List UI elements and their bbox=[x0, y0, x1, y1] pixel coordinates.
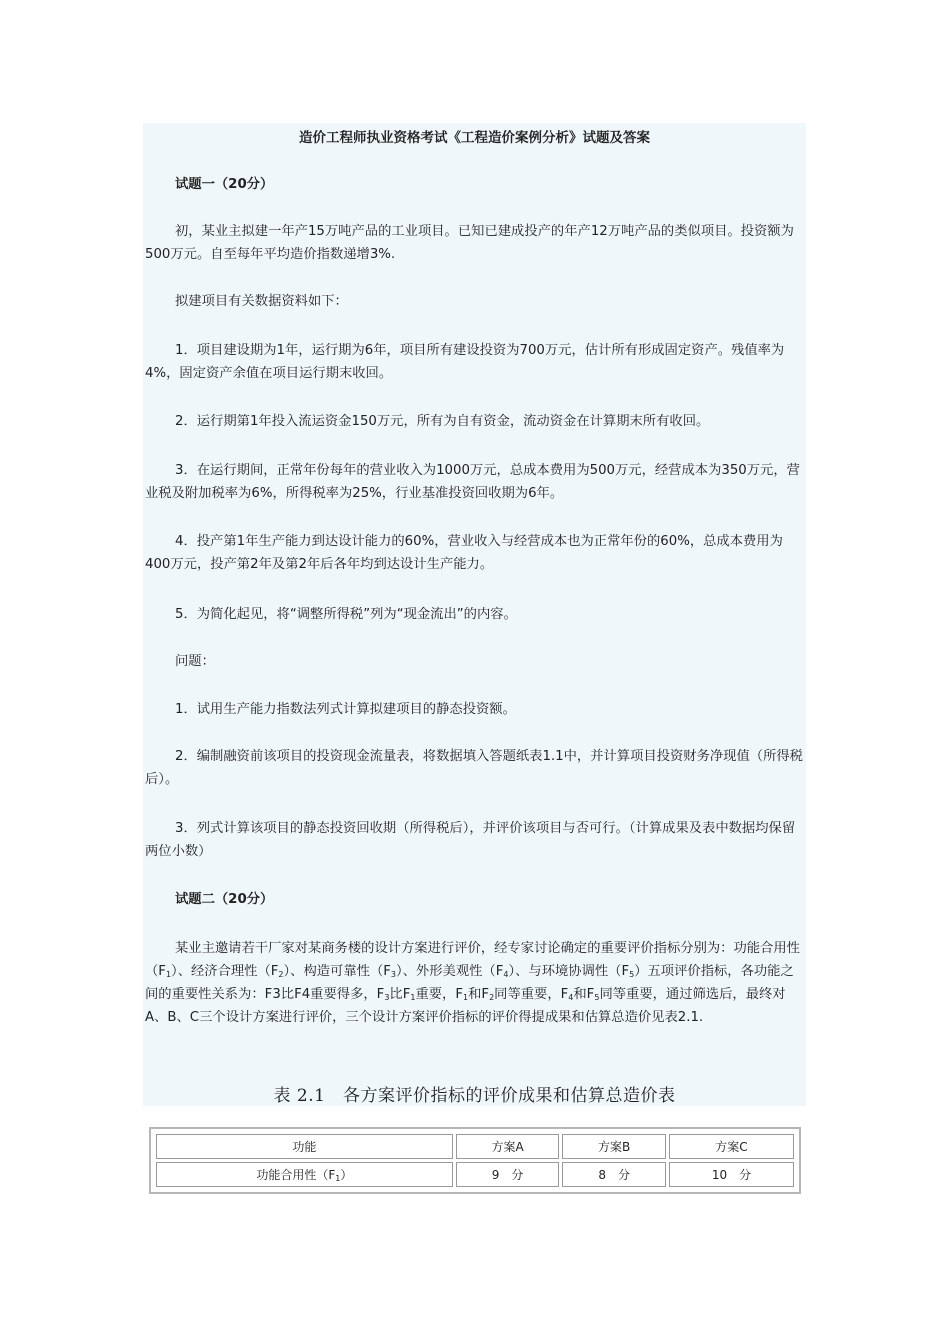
q1-item-1: 1．项目建设期为1年，运行期为6年，项目所有建设投资为700万元，估计所有形成固定资产。残值率为4%，固定资产余值在项目运行期末收回。 bbox=[145, 343, 785, 381]
q1-data-heading: 拟建项目有关数据资料如下： bbox=[175, 294, 348, 309]
header-plan-b: 方案B bbox=[562, 1134, 666, 1159]
document-title: 造价工程师执业资格考试《工程造价案例分析》试题及答案 bbox=[299, 130, 650, 146]
header-function: 功能 bbox=[156, 1134, 453, 1159]
q1-question-3: 3．列式计算该项目的静态投资回收期（所得税后），并评价该项目与否可行。（计算成果及表中数据均保留两位小数） bbox=[145, 821, 796, 859]
table-row bbox=[156, 1162, 794, 1187]
q1-item-2: 2．运行期第1年投入流运资金150万元，所有为自有资金，流动资金在计算期末所有收回。 bbox=[175, 414, 710, 429]
header-plan-a: 方案A bbox=[456, 1134, 560, 1159]
q2-body: 某业主邀请若干厂家对某商务楼的设计方案进行评价，经专家讨论确定的重要评价指标分别为：功能合用性$(F_1)$、经济合理性$(F_2)$、构造可靠性$(F_3)$、外形美观性$(F_4)$、与环境协调性$(F_5)$五项评价指标，各功能之间的重要性关系为：F3比F4重要得多，$F_3$比$F_1$重要，$F_1$和$F_2$同等重要，$F_4$和$F_5$同等重要，通过筛选后，最终对A、B、C三个设计方案进行评价，三个设计方案评价指标的评价得提成果和估算总造价见表2.1. bbox=[145, 941, 800, 1025]
cell-plan-c: 10 分 bbox=[669, 1162, 794, 1187]
q1-question-2: 2．编制融资前该项目的投资现金流量表，将数据填入答题纸表1.1中，并计算项目投资财务净现值（所得税后）。 bbox=[145, 749, 803, 787]
cell-plan-a: 9 分 bbox=[456, 1162, 560, 1187]
evaluation-table bbox=[149, 1127, 801, 1194]
q1-intro: 初，某业主拟建一年产15万吨产品的工业项目。已知已建成投产的年产12万吨产品的类似项目。投资额为500万元。自至每年平均造价指数递增3%. bbox=[145, 224, 794, 262]
q1-heading: 试题一（20分） bbox=[175, 177, 274, 192]
cell-plan-b: 8 分 bbox=[562, 1162, 666, 1187]
q1-item-3: 3．在运行期间，正常年份每年的营业收入为1000万元，总成本费用为500万元，经营成本为350万元，营业税及附加税率为6%，所得税率为25%，行业基准投资回收期为6年。 bbox=[145, 463, 800, 501]
q1-item-5: 5．为简化起见，将“调整所得税”列为“现金流出”的内容。 bbox=[175, 607, 517, 622]
table-caption: 表 2.1 各方案评价指标的评价成果和估算总造价表 bbox=[273, 1086, 676, 1106]
header-plan-c: 方案C bbox=[669, 1134, 794, 1159]
row-label: 功能合用性$(F_1)$ bbox=[156, 1162, 453, 1187]
q1-question-1: 1．试用生产能力指数法列式计算拟建项目的静态投资额。 bbox=[175, 702, 516, 717]
q1-questions-heading: 问题： bbox=[175, 654, 215, 669]
q2-heading: 试题二（20分） bbox=[175, 892, 274, 907]
table-header-row bbox=[156, 1134, 794, 1159]
q1-item-4: 4．投产第1年生产能力到达设计能力的60%，营业收入与经营成本也为正常年份的60%，总成本费用为400万元，投产第2年及第2年后各年均到达设计生产能力。 bbox=[145, 534, 783, 572]
